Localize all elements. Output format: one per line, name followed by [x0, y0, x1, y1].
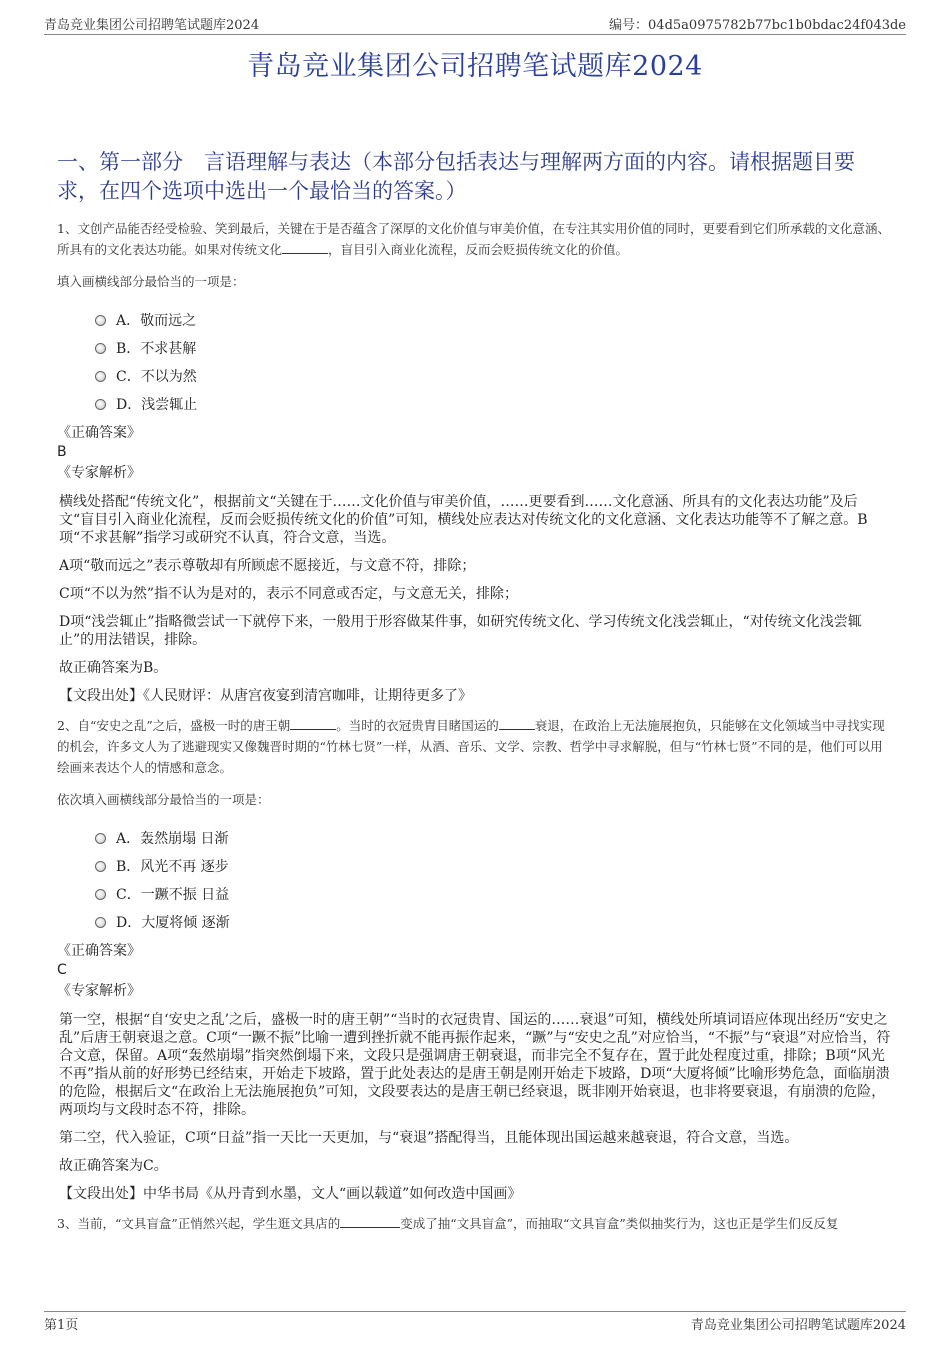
source-citation: 【文段出处】《人民财评：从唐宫夜宴到清宫咖啡，让期待更多了》	[59, 688, 472, 704]
question-1-options	[95, 306, 892, 418]
question-2-prompt: 依次填入画横线部分最恰当的一项是：	[57, 792, 270, 807]
question-text-part: 3、当前，“文具盲盒”正悄然兴起，学生逛文具店的	[57, 1216, 341, 1231]
radio-icon[interactable]	[95, 343, 106, 354]
analysis-paragraph: D项“浅尝辄止”指略微尝试一下就停下来，一般用于形容做某件事，如研究传统文化、学习传统文化浅尝辄止，“对传统文化浅尝辄止”的用法错误，排除。	[59, 614, 862, 648]
option-label: D．浅尝辄止	[116, 397, 198, 413]
option-label: C．不以为然	[116, 369, 197, 385]
question-text-part: ，盲目引入商业化流程，反而会贬损传统文化的价值。	[328, 242, 629, 257]
fill-blank	[290, 717, 336, 730]
question-list	[57, 218, 892, 1246]
question-text-part: 变成了抽“文具盲盒”，而抽取“文具盲盒”类似抽奖行为，这也正是学生们反反复	[400, 1216, 839, 1231]
header-doc-title: 青岛竞业集团公司招聘笔试题库2024	[44, 18, 260, 33]
header-divider	[44, 34, 906, 35]
question-3-text	[57, 1213, 892, 1234]
option-a[interactable]	[95, 306, 892, 334]
fill-blank	[282, 241, 328, 254]
radio-icon[interactable]	[95, 889, 106, 900]
option-b[interactable]	[95, 852, 892, 880]
analysis-paragraph: C项“不以为然”指不认为是对的，表示不同意或否定，与文意无关，排除；	[59, 586, 519, 602]
page-number: 第1页	[44, 1318, 79, 1333]
analysis-conclusion: 故正确答案为B。	[59, 660, 168, 676]
option-d[interactable]	[95, 390, 892, 418]
analysis-paragraph: 第二空，代入验证，C项“日益”指一天比一天更加，与“衰退”搭配得当，且能体现出国运越来越衰退，符合文意，当选。	[59, 1130, 799, 1146]
question-text-part: 2、自“安史之乱”之后，盛极一时的唐王朝	[57, 718, 291, 733]
question-1-text	[57, 218, 892, 260]
answer-label: 《正确答案》	[57, 425, 141, 441]
page-title: 青岛竞业集团公司招聘笔试题库2024	[247, 51, 703, 82]
analysis-paragraph: 横线处搭配“传统文化”，根据前文“关键在于……文化价值与审美价值，……更要看到……文化意涵、所具有的文化表达功能”及后文“盲目引入商业化流程，反而会贬损传统文化的价值”可知，横线处应表达对传统文化的文化意涵、文化表达功能等不了解之意。B项“不求甚解”指学习或研究不认真，符合文意，当选。	[59, 494, 868, 546]
radio-icon[interactable]	[95, 917, 106, 928]
question-2-text	[57, 715, 892, 778]
question-text-part: 。当时的衣冠贵胄目睹国运的	[336, 718, 499, 733]
answer-label: 《正确答案》	[57, 943, 141, 959]
radio-icon[interactable]	[95, 399, 106, 410]
option-a[interactable]	[95, 824, 892, 852]
analysis-label: 《专家解析》	[57, 983, 141, 999]
section-heading: 一、第一部分 言语理解与表达（本部分包括表达与理解两方面的内容。请根据题目要求，在四个选项中选出一个最恰当的答案。）	[57, 150, 855, 203]
header-doc-id	[609, 14, 906, 33]
radio-icon[interactable]	[95, 315, 106, 326]
option-label: A．轰然崩塌 日渐	[116, 831, 229, 847]
answer-value: C	[57, 962, 67, 978]
analysis-conclusion: 故正确答案为C。	[59, 1158, 168, 1174]
option-label: C．一蹶不振 日益	[116, 887, 230, 903]
option-c[interactable]	[95, 362, 892, 390]
question-1-prompt: 填入画横线部分最恰当的一项是：	[57, 274, 245, 289]
fill-blank	[340, 1215, 400, 1228]
question-text-part: 衰退，在政治上无法施展抱负，只能够在文化领域当中寻找实现的机会，许多文人为了逃避现实又像魏晋时期的“竹林七贤”一样，从酒、音乐、文学、宗教、哲学中寻求解脱，但与“竹林七贤”不同的是，他们可以用绘画来表达个人的情感和意念。	[57, 718, 885, 775]
question-3	[57, 1213, 892, 1234]
option-label: A．敬而远之	[116, 313, 197, 329]
footer-doc-title: 青岛竞业集团公司招聘笔试题库2024	[690, 1318, 906, 1333]
analysis-paragraph: 第一空，根据“自‘安史之乱’之后，盛极一时的唐王朝”“当时的衣冠贵胄、国运的……衰退”可知，横线处所填词语应体现出经历“安史之乱”后唐王朝衰退之意。C项“一蹶不振”比喻一遭到挫折就不能再振作起来，“蹶”与“安史之乱”对应恰当，“不振”与“衰退”对应恰当，符合文意，保留。A项“轰然崩塌”指突然倒塌下来，文段只是强调唐王朝衰退，而非完全不复存在，置于此处程度过重，排除；B项“风光不再”指从前的好形势已经结束，开始走下坡路，置于此处表达的是唐王朝是刚开始走下坡路，D项“大厦将倾”比喻形势危急，面临崩溃的危险，根据后文“在政治上无法施展抱负”可知，文段要表达的是唐王朝已经衰退，既非刚开始衰退，也非将要衰退，有崩溃的危险，两项均与文段时态不符，排除。	[59, 1012, 891, 1118]
option-d[interactable]	[95, 908, 892, 936]
footer-divider	[44, 1311, 906, 1312]
option-b[interactable]	[95, 334, 892, 362]
question-2	[57, 715, 892, 1203]
question-1	[57, 218, 892, 705]
radio-icon[interactable]	[95, 861, 106, 872]
option-label: D．大厦将倾 逐渐	[116, 915, 230, 931]
analysis-paragraph: A项“敬而远之”表示尊敬却有所顾虑不愿接近，与文意不符，排除；	[59, 558, 476, 574]
doc-id-value: 04d5a0975782b77bc1b0bdac24f043de	[648, 18, 906, 33]
question-2-options	[95, 824, 892, 936]
fill-blank	[499, 717, 535, 730]
doc-id-label: 编号：	[609, 18, 649, 33]
option-c[interactable]	[95, 880, 892, 908]
source-citation: 【文段出处】中华书局《从丹青到水墨，文人“画以载道”如何改造中国画》	[59, 1186, 522, 1202]
radio-icon[interactable]	[95, 833, 106, 844]
radio-icon[interactable]	[95, 371, 106, 382]
analysis-label: 《专家解析》	[57, 465, 141, 481]
answer-value: B	[57, 444, 67, 460]
question-text-part: 1、文创产品能否经受检验、笑到最后，关键在于是否蕴含了深厚的文化价值与审美价值，在专注其实用价值的同时，更要看到它们所承载的文化意涵、所具有的文化表达功能。如果对传统文化	[57, 221, 890, 257]
option-label: B．不求甚解	[116, 341, 197, 357]
option-label: B．风光不再 逐步	[116, 859, 229, 875]
